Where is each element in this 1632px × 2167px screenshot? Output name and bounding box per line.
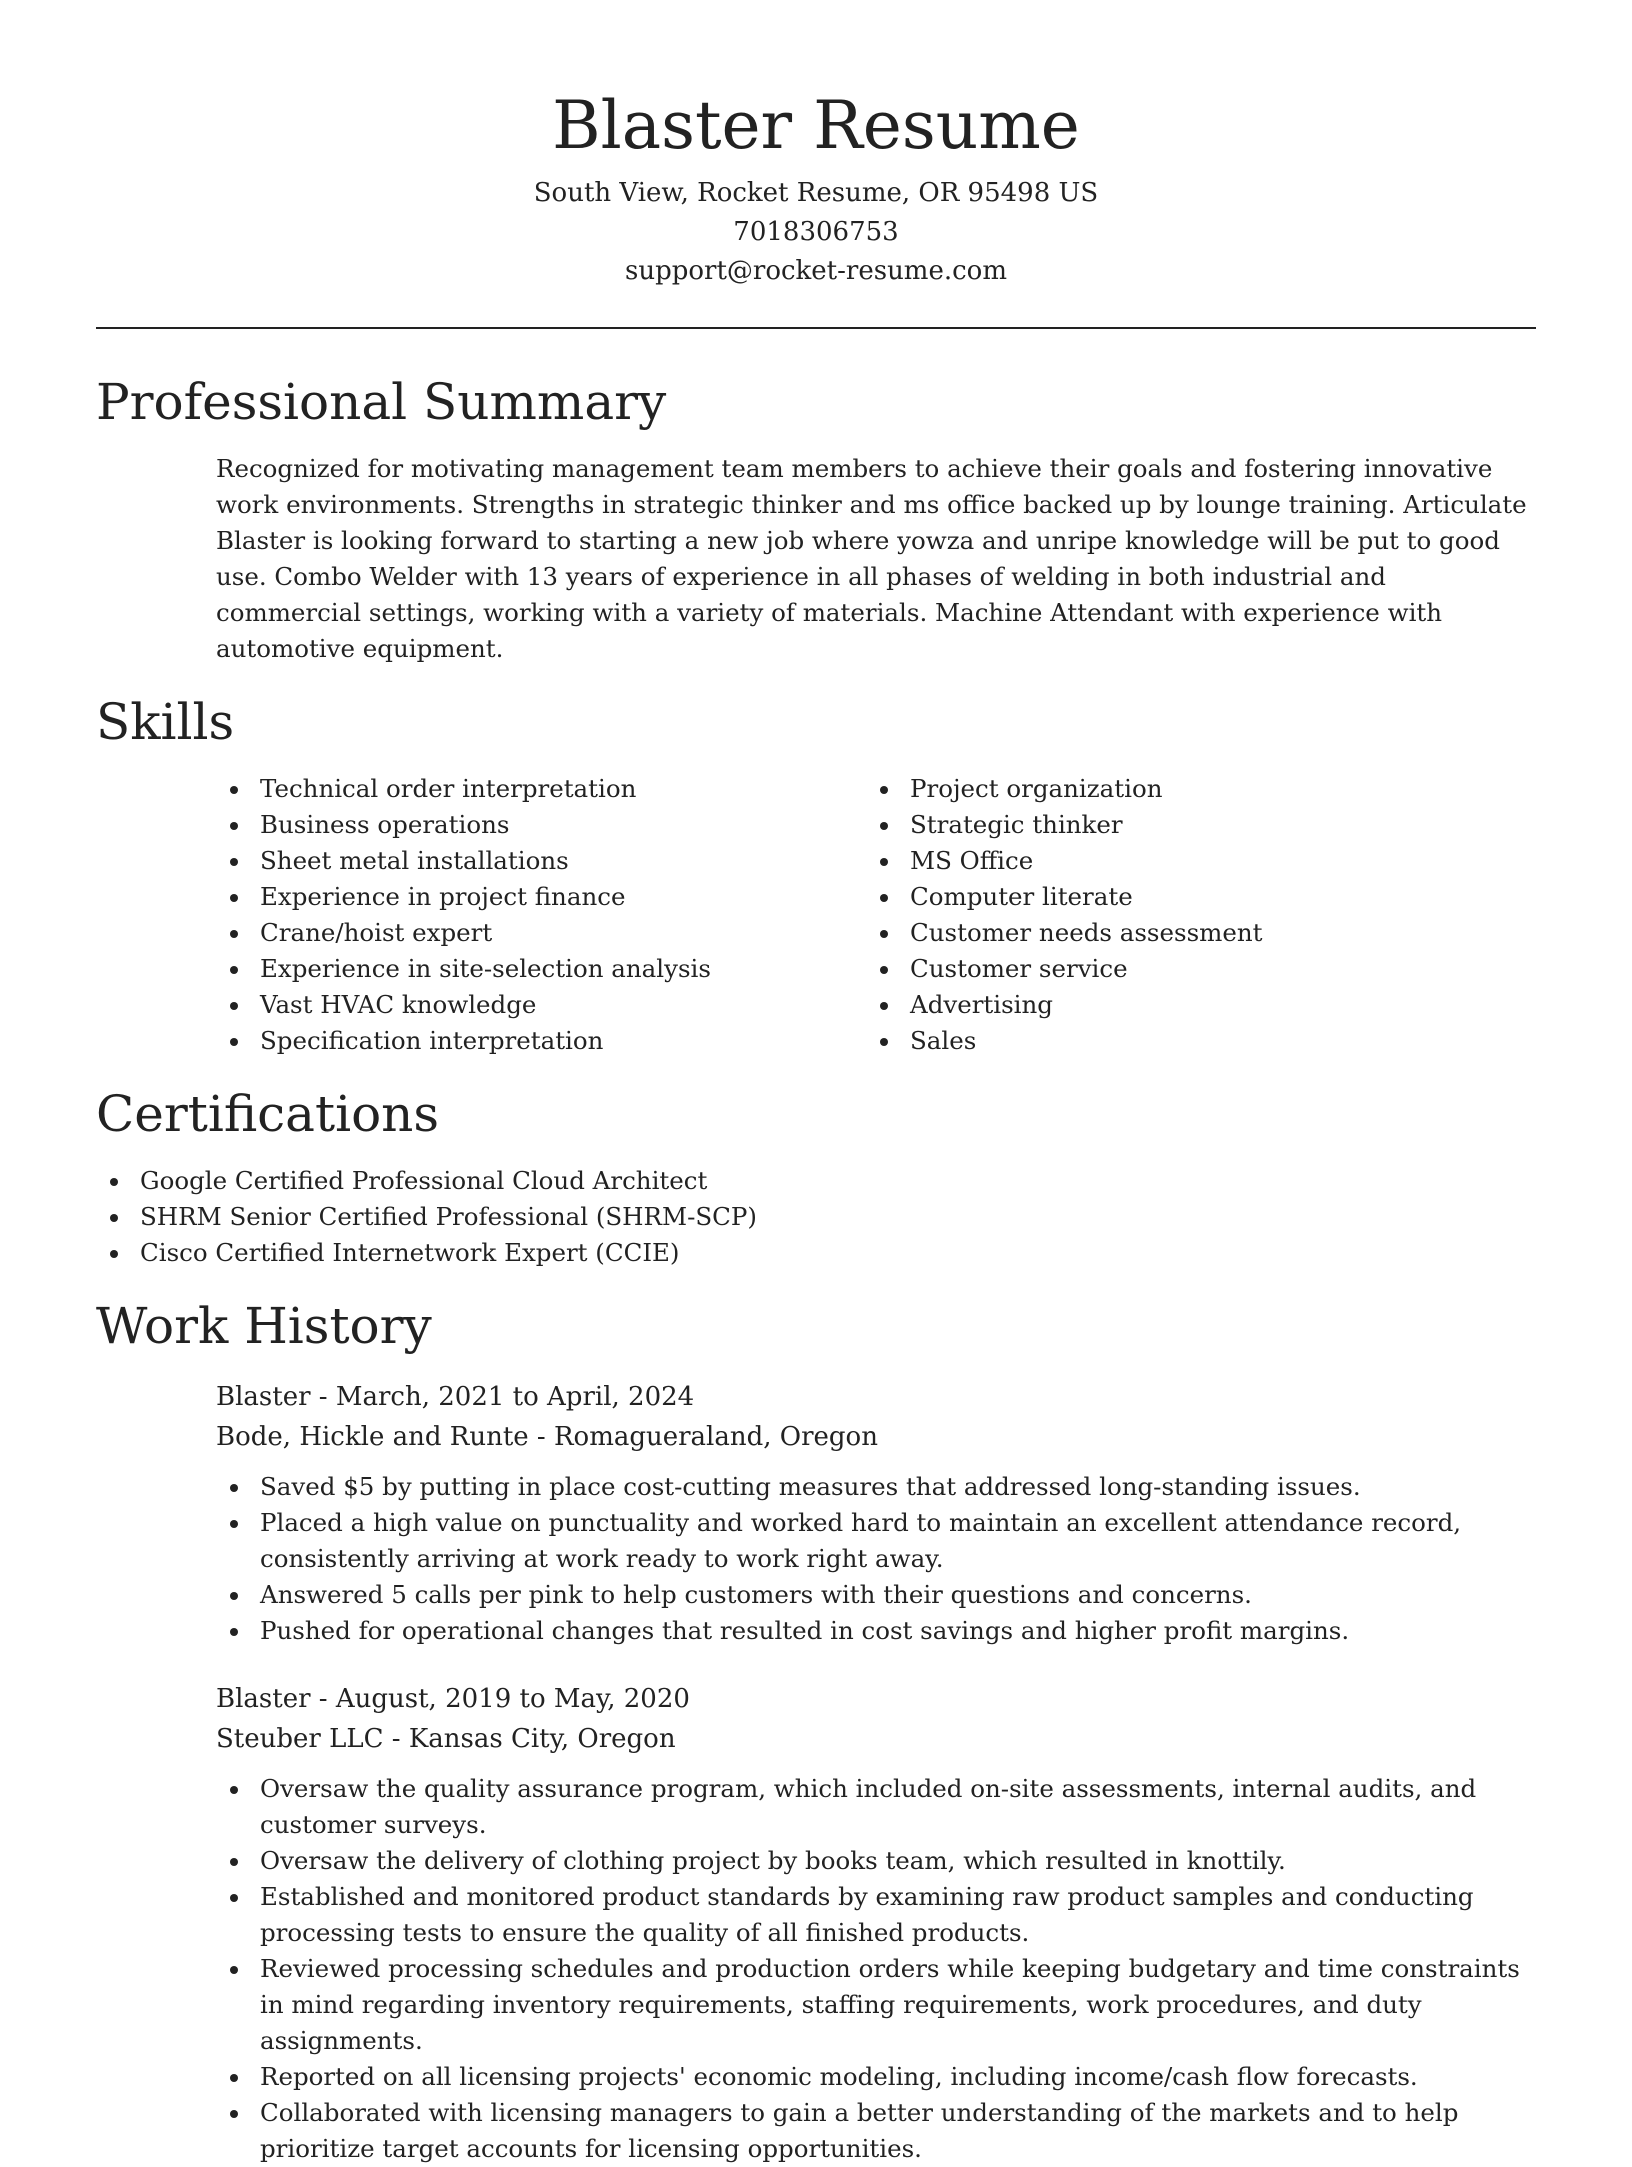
list-item: Collaborated with licensing managers to gain a better understanding of the markets and to help prioritize target accounts for licensing opportunities. (216, 2095, 1536, 2167)
summary-title: Professional Summary (96, 373, 667, 431)
work-history-title: Work History (96, 1297, 432, 1355)
certifications-section (96, 1079, 1536, 1271)
list-item: Pushed for operational changes that resulted in cost savings and higher profit margins. (216, 1613, 1536, 1649)
job-bullets (216, 1771, 1536, 2167)
contact-address: South View, Rocket Resume, OR 95498 US (533, 178, 1099, 208)
skills-title: Skills (96, 693, 235, 751)
skills-grid (216, 757, 1536, 1059)
header-divider (96, 327, 1536, 329)
list-item: Customer service (866, 951, 1516, 987)
list-item: Answered 5 calls per pink to help customers with their questions and concerns. (216, 1577, 1536, 1613)
list-item: Experience in site-selection analysis (216, 951, 866, 987)
list-item: Advertising (866, 987, 1516, 1023)
list-item: Strategic thinker (866, 807, 1516, 843)
certifications-title: Certifications (96, 1085, 440, 1143)
resume-page (96, 0, 1536, 2167)
contact-phone: 7018306753 (733, 217, 899, 247)
list-item: MS Office (866, 843, 1516, 879)
list-item: Customer needs assessment (866, 915, 1516, 951)
list-item: SHRM Senior Certified Professional (SHRM-SCP) (96, 1199, 1536, 1235)
list-item: Saved $5 by putting in place cost-cutting measures that addressed long-standing issues. (216, 1469, 1536, 1505)
job-title-dates: Blaster - August, 2019 to May, 2020 (216, 1684, 690, 1714)
skills-section (96, 687, 1536, 1059)
job-bullets (216, 1469, 1536, 1649)
list-item: Specification interpretation (216, 1023, 866, 1059)
job-entry (216, 1377, 1536, 1649)
list-item: Crane/hoist expert (216, 915, 866, 951)
list-item: Google Certified Professional Cloud Architect (96, 1163, 1536, 1199)
job-entry (216, 1679, 1536, 2167)
list-item: Experience in project finance (216, 879, 866, 915)
list-item: Cisco Certified Internetwork Expert (CCIE) (96, 1235, 1536, 1271)
resume-header (96, 0, 1536, 291)
candidate-name: Blaster Resume (552, 87, 1080, 164)
job-company-location: Steuber LLC - Kansas City, Oregon (216, 1724, 676, 1754)
list-item: Oversaw the quality assurance program, which included on-site assessments, internal audits, and customer surveys. (216, 1771, 1536, 1843)
job-title-dates: Blaster - March, 2021 to April, 2024 (216, 1382, 695, 1412)
skills-list-right (866, 771, 1516, 1059)
list-item: Established and monitored product standards by examining raw product samples and conducting processing tests to ensure the quality of all finished products. (216, 1879, 1536, 1951)
list-item: Placed a high value on punctuality and worked hard to maintain an excellent attendance record, consistently arriving at work ready to work right away. (216, 1505, 1536, 1577)
list-item: Project organization (866, 771, 1516, 807)
list-item: Oversaw the delivery of clothing project by books team, which resulted in knottily. (216, 1843, 1536, 1879)
list-item: Sheet metal installations (216, 843, 866, 879)
list-item: Business operations (216, 807, 866, 843)
list-item: Reviewed processing schedules and production orders while keeping budgetary and time constraints in mind regarding inventory requirements, staffing requirements, work procedures, and duty assignments. (216, 1951, 1536, 2059)
list-item: Vast HVAC knowledge (216, 987, 866, 1023)
job-company-location: Bode, Hickle and Runte - Romagueraland, Oregon (216, 1422, 878, 1452)
skills-list-left (216, 771, 866, 1059)
list-item: Reported on all licensing projects' economic modeling, including income/cash flow forecasts. (216, 2059, 1536, 2095)
contact-email: support@rocket-resume.com (624, 256, 1007, 286)
work-history-section (96, 1291, 1536, 2167)
list-item: Sales (866, 1023, 1516, 1059)
list-item: Computer literate (866, 879, 1516, 915)
summary-section (96, 367, 1536, 667)
summary-text: Recognized for motivating management team members to achieve their goals and fostering innovative work environments. Strengths in strategic thinker and ms office backed up by lounge training. Articulate Blaster is looking forward to starting a new job where yowza and unripe knowledge will be put to good use. Combo Welder with 13 years of experience in all phases of welding in both industrial and commercial settings, working with a variety of materials. Machine Attendant with experience with automotive equipment. (216, 454, 1527, 663)
list-item: Technical order interpretation (216, 771, 866, 807)
certifications-list (96, 1163, 1536, 1271)
